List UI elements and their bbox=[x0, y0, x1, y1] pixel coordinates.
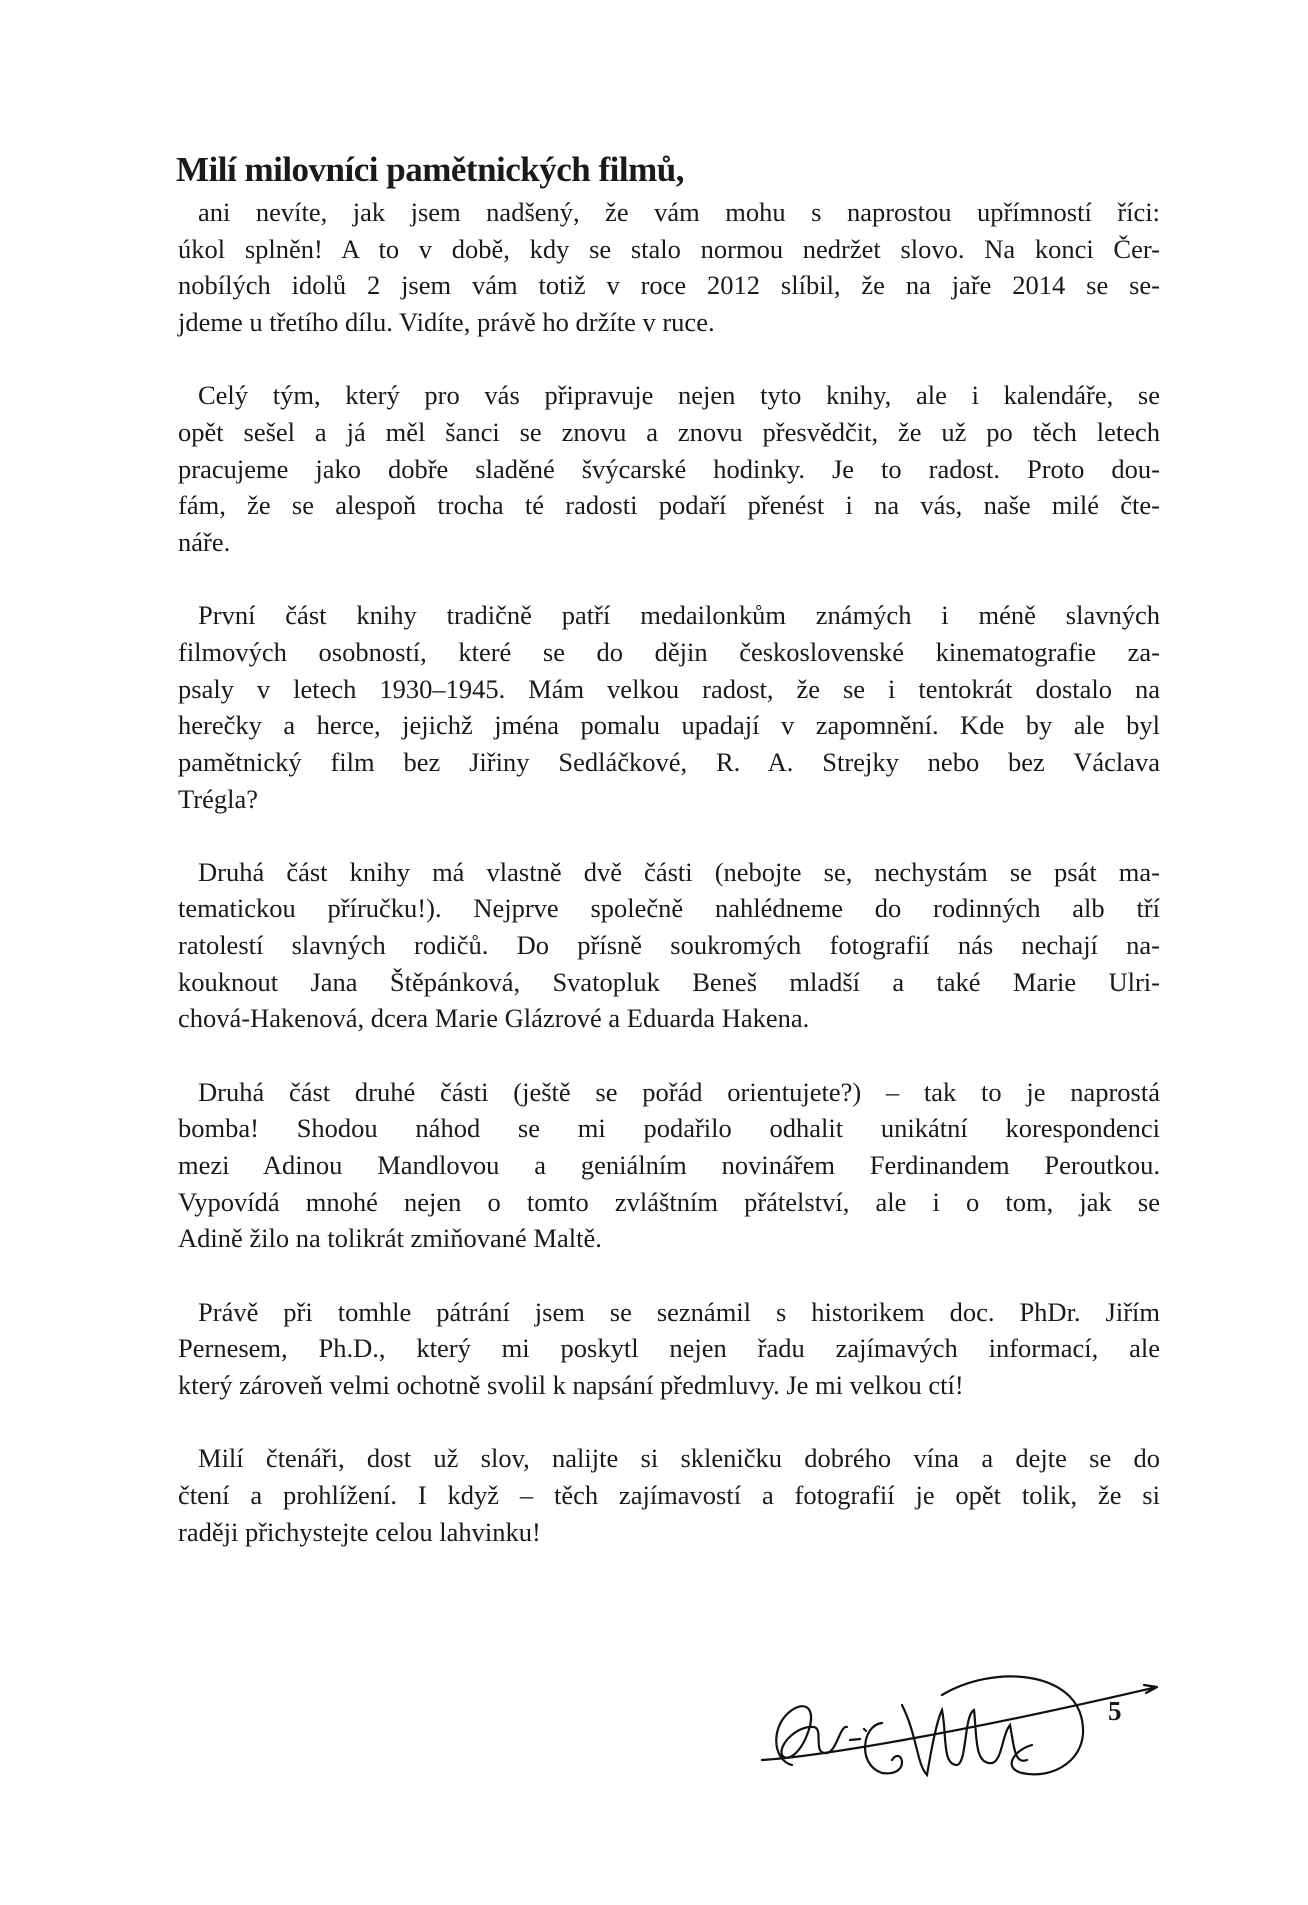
text-line: čtení a prohlížení. I když – těch zajímavostí a fotografií je opět tolik, že si bbox=[178, 1479, 1160, 1510]
text-line: pracujeme jako dobře sladěné švýcarské hodinky. Je to radost. Proto dou- bbox=[178, 453, 1160, 484]
paragraph bbox=[178, 194, 1160, 341]
paragraph bbox=[178, 597, 1160, 817]
text-line: Adině žilo na tolikrát zmiňované Maltě. bbox=[178, 1223, 602, 1254]
text-line: Pernesem, Ph.D., který mi poskytl nejen řadu zajímavých informací, ale bbox=[178, 1333, 1160, 1364]
paragraph bbox=[178, 377, 1160, 560]
text-line: filmových osobností, které se do dějin československé kinematografie za- bbox=[178, 636, 1160, 667]
text-line: Druhá část druhé části (ještě se pořád orientujete?) – tak to je naprostá bbox=[198, 1076, 1160, 1107]
text-line: Druhá část knihy má vlastně dvě části (nebojte se, nechystám se psát ma- bbox=[198, 856, 1160, 887]
text-line: tematickou příručku!). Nejprve společně nahlédneme do rodinných alb tří bbox=[178, 893, 1160, 924]
letter-heading: Milí milovníci pamětnických filmů, bbox=[176, 150, 684, 189]
text-line: náře. bbox=[178, 526, 231, 557]
text-line: Vypovídá mnohé nejen o tomto zvláštním přátelství, ale i o tom, jak se bbox=[178, 1186, 1160, 1217]
text-line: psaly v letech 1930–1945. Mám velkou radost, že se i tentokrát dostalo na bbox=[178, 673, 1160, 704]
text-line: kouknout Jana Štěpánková, Svatopluk Beneš mladší a také Marie Ulri- bbox=[178, 966, 1160, 997]
handwritten-signature bbox=[752, 1665, 1162, 1785]
text-line: Milí čtenáři, dost už slov, nalijte si skleničku dobrého vína a dejte se do bbox=[198, 1443, 1160, 1474]
text-line: herečky a herce, jejichž jména pomalu upadají v zapomnění. Kde by ale byl bbox=[178, 710, 1160, 741]
paragraph bbox=[178, 1440, 1160, 1550]
text-line: ratolestí slavných rodičů. Do přísně soukromých fotografií nás nechají na- bbox=[178, 930, 1160, 961]
page-number: 5 bbox=[1108, 1696, 1122, 1726]
letter-body bbox=[178, 194, 1160, 1587]
text-line: který zároveň velmi ochotně svolil k napsání předmluvy. Je mi velkou ctí! bbox=[178, 1370, 964, 1400]
text-line: Celý tým, který pro vás připravuje nejen tyto knihy, ale i kalendáře, se bbox=[198, 380, 1160, 411]
text-line: raději přichystejte celou lahvinku! bbox=[178, 1516, 541, 1547]
text-line: fám, že se alespoň trocha té radosti podaří přenést i na vás, naše milé čte- bbox=[178, 490, 1160, 521]
text-line: nobílých idolů 2 jsem vám totiž v roce 2012 slíbil, že na jaře 2014 se se- bbox=[178, 270, 1160, 301]
text-line: Trégla? bbox=[178, 783, 258, 814]
text-line: První část knihy tradičně patří medailonkům známých i méně slavných bbox=[198, 600, 1160, 631]
text-line: pamětnický film bez Jiřiny Sedláčkové, R. A. Strejky nebo bez Václava bbox=[178, 746, 1160, 777]
text-line: jdeme u třetího dílu. Vidíte, právě ho držíte v ruce. bbox=[178, 306, 715, 337]
paragraph bbox=[178, 854, 1160, 1037]
text-line: úkol splněn! A to v době, kdy se stalo normou nedržet slovo. Na konci Čer- bbox=[178, 233, 1160, 264]
text-line: chová-Hakenová, dcera Marie Glázrové a Eduarda Hakena. bbox=[178, 1003, 810, 1034]
text-line: ani nevíte, jak jsem nadšený, že vám mohu s naprostou upřímností říci: bbox=[198, 197, 1160, 227]
paragraph bbox=[178, 1074, 1160, 1257]
text-line: Právě při tomhle pátrání jsem se seznámil s historikem doc. PhDr. Jiřím bbox=[198, 1296, 1160, 1327]
text-line: mezi Adinou Mandlovou a geniálním novinářem Ferdinandem Peroutkou. bbox=[178, 1150, 1160, 1181]
paragraph bbox=[178, 1294, 1160, 1404]
text-line: bomba! Shodou náhod se mi podařilo odhalit unikátní korespondenci bbox=[178, 1113, 1160, 1144]
text-line: opět sešel a já měl šanci se znovu a znovu přesvědčit, že už po těch letech bbox=[178, 416, 1160, 447]
